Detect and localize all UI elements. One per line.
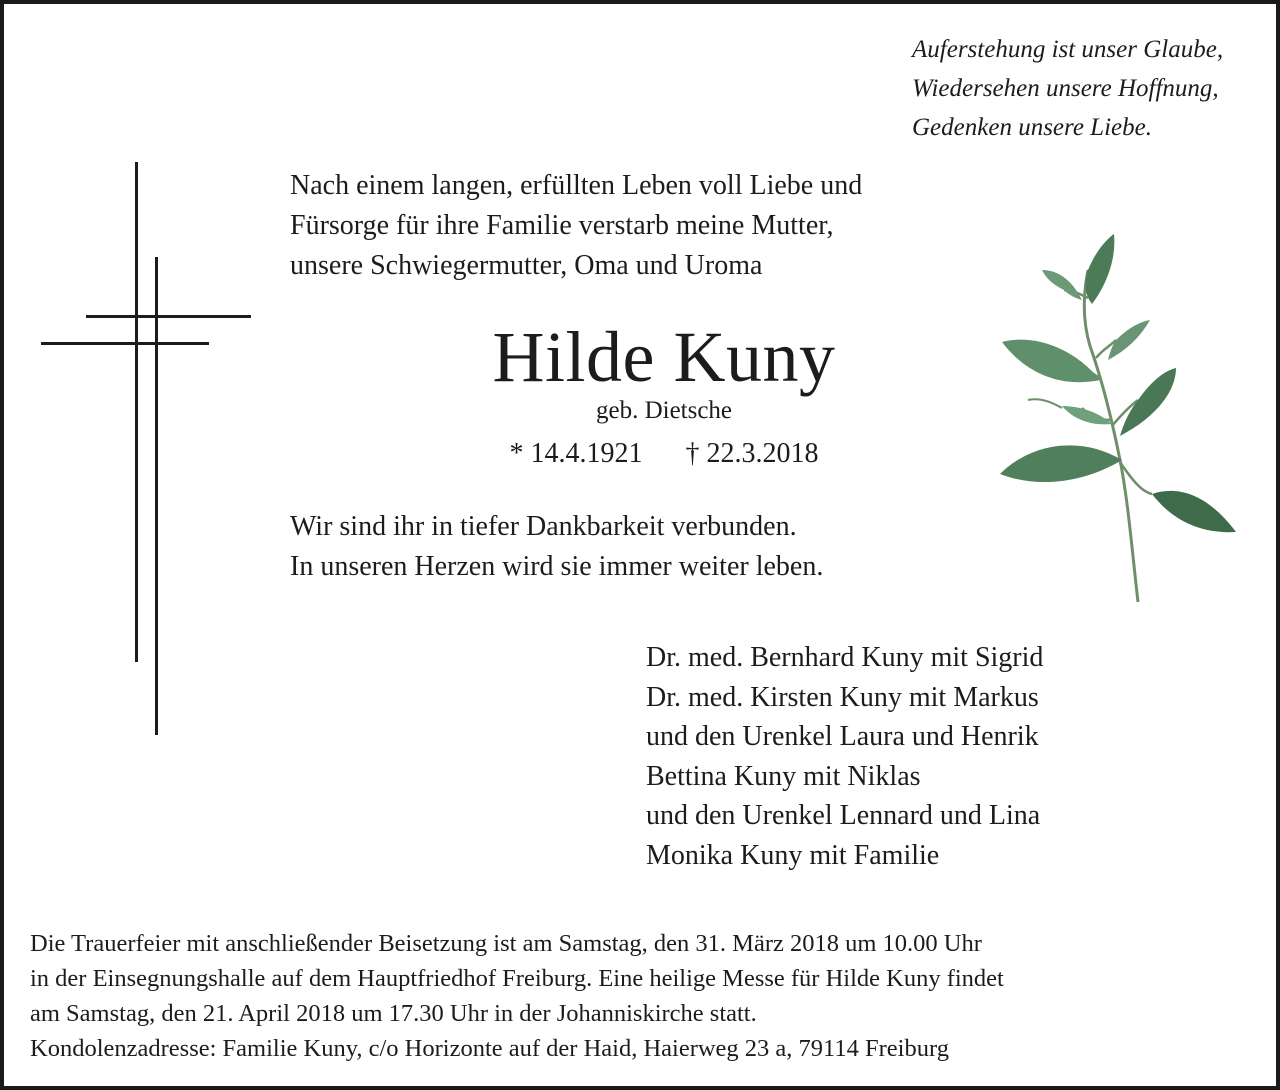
intro-line: unsere Schwiegermutter, Oma und Uroma [290, 250, 763, 281]
eucalyptus-sprig-icon [992, 230, 1252, 610]
maiden-name: geb. Dietsche [595, 397, 733, 424]
gratitude-text [290, 507, 1010, 587]
birth-date: * 14.4.1921 [509, 438, 643, 469]
intro-text [290, 166, 1010, 286]
gratitude-line: Wir sind ihr in tiefer Dankbarkeit verbunden. [290, 511, 797, 542]
family-line: Bettina Kuny mit Niklas [646, 760, 921, 792]
family-line: Dr. med. Bernhard Kuny mit Sigrid [646, 642, 1044, 673]
motto-line: Wiedersehen unsere Hoffnung, [912, 75, 1219, 102]
life-dates [334, 434, 994, 474]
family-line: Dr. med. Kirsten Kuny mit Markus [646, 681, 1039, 713]
deceased-name: Hilde Kuny [492, 317, 836, 397]
gratitude-line: In unseren Herzen wird sie immer weiter leben. [290, 551, 824, 582]
motto-line: Auferstehung ist unser Glaube, [912, 36, 1224, 63]
intro-line: Fürsorge für ihre Familie verstarb meine Mutter, [290, 210, 834, 241]
double-cross-icon [32, 156, 256, 738]
family-signatures [646, 638, 1246, 875]
footer-line: Die Trauerfeier mit anschließender Beisetzung ist am Samstag, den 31. März 2018 um 10.00 Uhr [30, 930, 982, 957]
funeral-details [30, 926, 1260, 1066]
family-line: und den Urenkel Laura und Henrik [646, 721, 1039, 752]
intro-line: Nach einem langen, erfüllten Leben voll Liebe und [290, 170, 863, 201]
family-line: Monika Kuny mit Familie [646, 839, 940, 871]
family-line: und den Urenkel Lennard und Lina [646, 800, 1041, 831]
motto-line: Gedenken unsere Liebe. [912, 114, 1152, 141]
footer-line: in der Einsegnungshalle auf dem Hauptfriedhof Freiburg. Eine heilige Messe für Hilde Kuny findet [30, 965, 1004, 992]
death-date: † 22.3.2018 [685, 438, 819, 469]
footer-line: am Samstag, den 21. April 2018 um 17.30 Uhr in der Johanniskirche statt. [30, 1000, 757, 1027]
condolence-address: Kondolenzadresse: Familie Kuny, c/o Horizonte auf der Haid, Haierweg 23 a, 79114 Freiburg [30, 1035, 949, 1062]
motto-verse [912, 30, 1272, 147]
